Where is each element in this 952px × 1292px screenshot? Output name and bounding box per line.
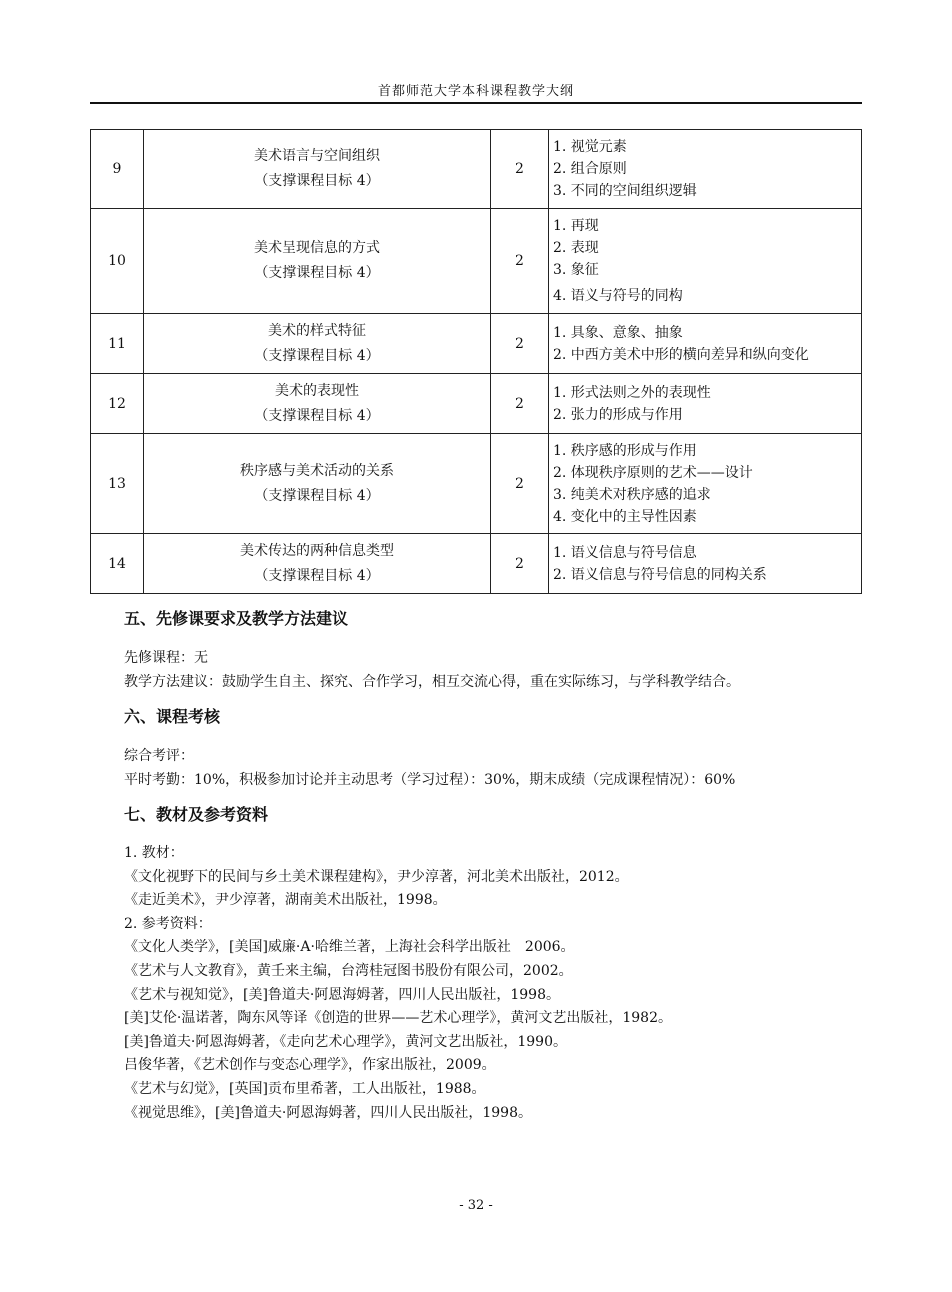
schedule-table [90, 129, 862, 594]
row-hours: 2 [491, 209, 549, 314]
table-row [91, 130, 862, 209]
point-item: 3. 纯美术对秩序感的追求 [553, 486, 711, 503]
reference-item: 《艺术与视知觉》，[美]鲁道夫·阿恩海姆著，四川人民出版社，1998。 [124, 986, 561, 1003]
section-7-heading: 七、教材及参考资料 [124, 805, 269, 824]
textbook-label: 1. 教材： [124, 845, 184, 861]
row-hours: 2 [491, 434, 549, 534]
row-hours: 2 [491, 314, 549, 374]
method-text: 教学方法建议：鼓励学生自主、探究、合作学习，相互交流心得，重在实际练习，与学科教学结合。 [124, 674, 740, 690]
reference-item: [美]鲁道夫·阿恩海姆著，《走向艺术心理学》，黄河文艺出版社，1990。 [124, 1033, 568, 1050]
point-item: 2. 张力的形成与作用 [553, 406, 683, 423]
textbook-item: 《文化视野下的民间与乡土美术课程建构》，尹少淳著，河北美术出版社，2012。 [124, 868, 629, 885]
point-item: 4. 语义与符号的同构 [553, 288, 683, 304]
row-points [549, 314, 862, 374]
table-row [91, 534, 862, 594]
table-row [91, 209, 862, 314]
reference-item: 《艺术与人文教育》，黄壬来主编，台湾桂冠图书股份有限公司，2002。 [124, 962, 573, 979]
table-row [91, 434, 862, 534]
point-item: 1. 形式法则之外的表现性 [553, 384, 711, 401]
point-item: 2. 表现 [553, 240, 599, 256]
point-item: 1. 视觉元素 [553, 139, 627, 155]
topic-support: （支撑课程目标 4） [254, 567, 380, 584]
textbook-item: 《走近美术》，尹少淳著，湖南美术出版社，1998。 [124, 892, 447, 909]
row-hours: 2 [491, 534, 549, 594]
point-item: 2. 语义信息与符号信息的同构关系 [553, 566, 767, 583]
topic-title: 美术的样式特征 [268, 322, 366, 339]
row-points [549, 374, 862, 434]
section-5-heading: 五、先修课要求及教学方法建议 [124, 609, 349, 628]
point-item: 2. 组合原则 [553, 161, 627, 177]
row-hours: 2 [491, 130, 549, 209]
row-topic [144, 209, 491, 314]
topic-title: 美术传达的两种信息类型 [240, 542, 394, 559]
topic-support: （支撑课程目标 4） [254, 173, 380, 189]
topic-title: 美术语言与空间组织 [254, 148, 380, 164]
row-topic [144, 314, 491, 374]
prereq-text: 先修课程：无 [124, 650, 208, 666]
point-item: 2. 中西方美术中形的横向差异和纵向变化 [553, 346, 809, 363]
point-item: 4. 变化中的主导性因素 [553, 508, 697, 525]
point-item: 3. 不同的空间组织逻辑 [553, 183, 697, 199]
assessment-detail: 平时考勤：10%，积极参加讨论并主动思考（学习过程）：30%，期末成绩（完成课程情况）：60% [124, 772, 736, 788]
row-number: 12 [91, 374, 144, 434]
page-header: 首都师范大学本科课程教学大纲 [377, 84, 574, 99]
section-6-heading: 六、课程考核 [124, 707, 221, 726]
row-number: 14 [91, 534, 144, 594]
row-hours: 2 [491, 374, 549, 434]
topic-title: 美术的表现性 [275, 382, 359, 399]
header-rule [90, 102, 862, 104]
point-item: 1. 秩序感的形成与作用 [553, 442, 697, 459]
row-number: 10 [91, 209, 144, 314]
row-topic [144, 374, 491, 434]
point-item: 1. 再现 [553, 218, 599, 234]
topic-support: （支撑课程目标 4） [254, 265, 380, 281]
table-row [91, 374, 862, 434]
point-item: 2. 体现秩序原则的艺术——设计 [553, 464, 753, 481]
page-number: - 32 - [459, 1198, 493, 1213]
reference-item: 《艺术与幻觉》，[英国]贡布里希著，工人出版社，1988。 [124, 1080, 486, 1097]
topic-title: 美术呈现信息的方式 [254, 240, 380, 256]
references-label: 2. 参考资料： [124, 915, 212, 932]
topic-support: （支撑课程目标 4） [254, 347, 380, 364]
row-number: 11 [91, 314, 144, 374]
topic-support: （支撑课程目标 4） [254, 487, 380, 504]
row-number: 13 [91, 434, 144, 534]
row-topic [144, 434, 491, 534]
row-points [549, 209, 862, 314]
point-item: 1. 具象、意象、抽象 [553, 324, 683, 341]
topic-title: 秩序感与美术活动的关系 [240, 462, 394, 479]
row-topic [144, 130, 491, 209]
assessment-label: 综合考评： [124, 748, 194, 764]
row-points [549, 534, 862, 594]
row-topic [144, 534, 491, 594]
reference-item: [美]艾伦·温诺著，陶东风等译《创造的世界——艺术心理学》，黄河文艺出版社，1982。 [124, 1010, 673, 1027]
row-points [549, 434, 862, 534]
reference-item: 《视觉思维》，[美]鲁道夫·阿恩海姆著，四川人民出版社，1998。 [124, 1104, 533, 1121]
point-item: 1. 语义信息与符号信息 [553, 544, 697, 561]
reference-item: 吕俊华著，《艺术创作与变态心理学》，作家出版社，2009。 [124, 1057, 496, 1074]
reference-item: 《文化人类学》，[美国]威廉·A·哈维兰著，上海社会科学出版社 2006。 [124, 939, 575, 956]
row-points [549, 130, 862, 209]
topic-support: （支撑课程目标 4） [254, 407, 380, 424]
row-number: 9 [91, 130, 144, 209]
body-content [124, 604, 864, 1125]
table-row [91, 314, 862, 374]
point-item: 3. 象征 [553, 262, 599, 278]
